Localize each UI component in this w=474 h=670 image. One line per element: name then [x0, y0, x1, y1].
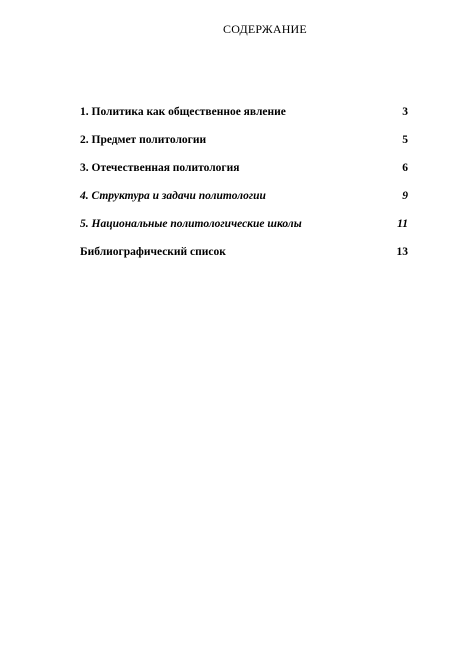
toc-entry-title: 2. Предмет политологии: [80, 134, 207, 146]
toc-entry-page-number: 13: [396, 246, 408, 258]
toc-entry-page-number: 5: [402, 134, 408, 146]
toc-entry-title: 4. Структура и задачи политологии: [80, 190, 266, 202]
toc-entry: [80, 104, 408, 132]
toc-entry: [80, 188, 408, 216]
toc-entry-title: Библиографический список: [80, 246, 226, 258]
toc-entry-title: 3. Отечественная политология: [80, 162, 240, 174]
toc-entry-page-number: 3: [402, 106, 408, 118]
page-title: СОДЕРЖАНИЕ: [223, 22, 307, 36]
toc-entry: [80, 244, 408, 272]
toc-entry: [80, 132, 408, 160]
toc-entry-page-number: 11: [397, 218, 408, 230]
toc-entry-page-number: 6: [402, 162, 408, 174]
toc-entry-title: 5. Национальные политологические школы: [80, 218, 302, 230]
toc-entry: [80, 160, 408, 188]
table-of-contents: [80, 104, 408, 272]
toc-entry-title: 1. Политика как общественное явление: [80, 106, 286, 118]
toc-entry: [80, 216, 408, 244]
toc-entry-page-number: 9: [402, 190, 408, 202]
